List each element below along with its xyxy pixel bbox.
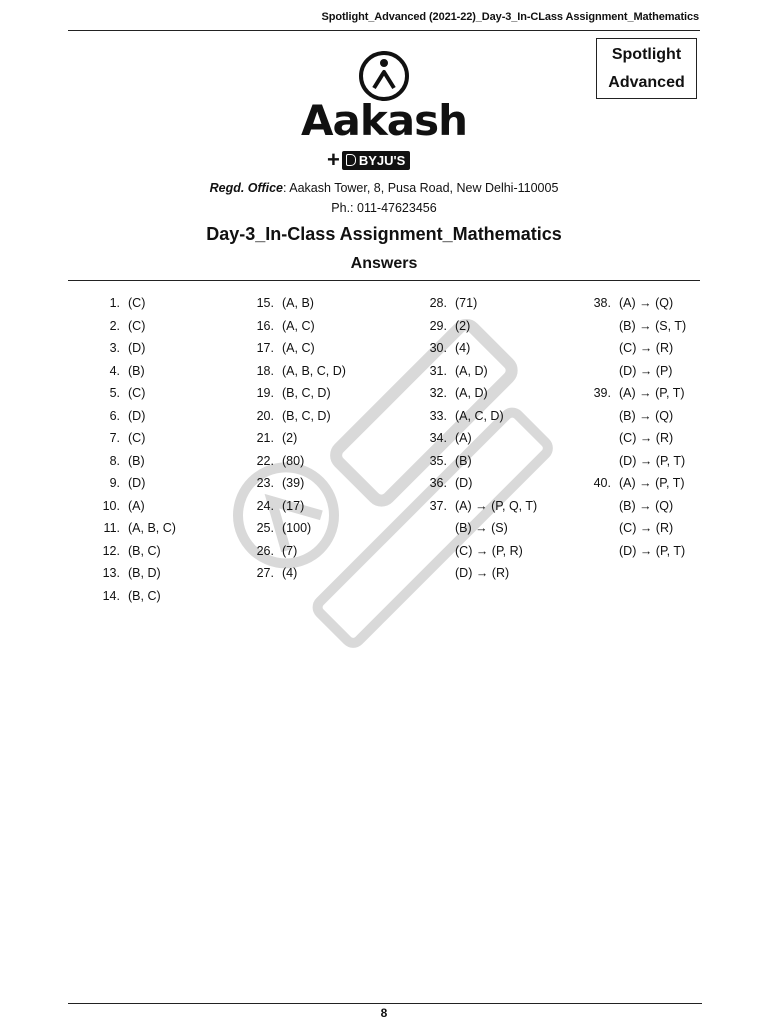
question-number: 4. <box>109 363 120 378</box>
answer-key: (B) → (S) <box>455 521 508 535</box>
question-number: 22. <box>256 453 274 468</box>
answer-key: (B) <box>128 453 145 468</box>
answer-key: (D) → (P, T) <box>619 453 686 468</box>
question-number: 6. <box>109 408 120 423</box>
question-number: 25. <box>256 521 274 535</box>
badge-line-2: Advanced <box>608 73 685 91</box>
answer-key: (D) <box>128 341 146 355</box>
answer-key: (17) <box>282 498 305 513</box>
answer-key: (A) <box>128 498 145 513</box>
answer-key: (D) → (P, T) <box>619 543 686 558</box>
answer-key: (4) <box>455 341 471 355</box>
question-number: 19. <box>256 386 274 400</box>
answer-key: (A, B, C, D) <box>282 363 346 378</box>
byjus-icon <box>346 154 356 166</box>
answer-key: (D) <box>128 408 146 423</box>
header-rule <box>68 30 700 31</box>
answer-key: (A, B) <box>282 296 314 310</box>
answer-key: (C) <box>128 386 146 400</box>
answer-key: (A, C, D) <box>455 408 504 423</box>
page-number: 8 <box>380 1006 388 1020</box>
question-number: 38. <box>593 296 611 310</box>
answer-key: (B, C, D) <box>282 386 331 400</box>
question-number: 24. <box>256 498 274 513</box>
brand-partner <box>327 149 410 171</box>
answer-key: (C) <box>128 431 146 445</box>
answer-key: (80) <box>282 453 305 468</box>
answer-key: (A, D) <box>455 363 488 378</box>
question-number: 20. <box>256 408 274 423</box>
spotlight-badge <box>596 38 697 99</box>
question-number: 10. <box>102 498 120 513</box>
answers-heading: Answers <box>350 255 418 272</box>
question-number: 14. <box>102 588 120 603</box>
question-number: 8. <box>109 453 120 468</box>
question-number: 32. <box>429 386 447 400</box>
aakash-logo-icon <box>358 50 410 102</box>
answer-key: (A, B, C) <box>128 521 176 535</box>
question-number: 13. <box>102 566 120 580</box>
question-number: 35. <box>429 453 447 468</box>
answer-key: (39) <box>282 476 305 490</box>
document-title: Day-3_In-Class Assignment_Mathematics <box>206 224 562 244</box>
answer-key: (C) → (R) <box>619 521 674 535</box>
office-address <box>0 181 768 195</box>
answer-key: (D) → (R) <box>455 566 510 580</box>
answer-key: (B, D) <box>128 566 161 580</box>
answer-key: (A, C) <box>282 341 315 355</box>
answer-key: (B) → (S, T) <box>619 318 687 333</box>
office-address-text: : Aakash Tower, 8, Pusa Road, New Delhi-110005 <box>283 181 559 195</box>
office-phone: Ph.: 011-47623456 <box>331 201 437 215</box>
footer-rule <box>68 1003 702 1004</box>
answer-key: (B) → (Q) <box>619 408 674 423</box>
running-header-title: Spotlight_Advanced (2021-22)_Day-3_In-CLass Assignment_Mathematics <box>321 11 699 23</box>
answer-key: (B, C, D) <box>282 408 331 423</box>
question-number: 36. <box>429 476 447 490</box>
question-number: 27. <box>256 566 274 580</box>
answer-key: (2) <box>455 318 471 333</box>
answer-key: (A) <box>455 431 472 445</box>
answer-key: (C) → (R) <box>619 431 674 445</box>
question-number: 33. <box>429 408 447 423</box>
question-number: 30. <box>429 341 447 355</box>
question-number: 1. <box>109 296 120 310</box>
office-label: Regd. Office <box>209 181 283 195</box>
answer-key: (B) <box>128 363 145 378</box>
answer-key: (7) <box>282 543 298 558</box>
answer-key: (C) → (R) <box>619 341 674 355</box>
answer-key: (4) <box>282 566 298 580</box>
answer-key: (C) → (P, R) <box>455 543 523 558</box>
question-number: 18. <box>256 363 274 378</box>
answer-key: (C) <box>128 296 146 310</box>
question-number: 5. <box>109 386 120 400</box>
answer-key: (D) <box>455 476 473 490</box>
question-number: 37. <box>429 498 447 513</box>
question-number: 40. <box>593 476 611 490</box>
question-number: 17. <box>256 341 274 355</box>
question-number: 31. <box>429 363 447 378</box>
answer-key: (B, C) <box>128 588 161 603</box>
question-number: 39. <box>593 386 611 400</box>
question-number: 26. <box>256 543 274 558</box>
answer-key: (D) <box>128 476 146 490</box>
question-number: 2. <box>109 318 120 333</box>
brand-plus: + <box>327 147 340 172</box>
question-number: 9. <box>109 476 120 490</box>
question-number: 28. <box>429 296 447 310</box>
question-number: 16. <box>256 318 274 333</box>
question-number: 7. <box>109 431 120 445</box>
answer-key: (B, C) <box>128 543 161 558</box>
question-number: 29. <box>429 318 447 333</box>
watermark-logo <box>170 290 600 670</box>
answers-rule <box>68 280 700 281</box>
answer-key: (A) → (P, T) <box>619 386 685 400</box>
answer-key: (A, D) <box>455 386 488 400</box>
question-number: 34. <box>429 431 447 445</box>
answer-key: (A, C) <box>282 318 315 333</box>
answer-key: (A) → (P, T) <box>619 476 685 490</box>
answer-key: (B) <box>455 453 472 468</box>
byjus-label: BYJU'S <box>358 152 406 168</box>
answer-key: (A) → (Q) <box>619 296 674 310</box>
question-number: 15. <box>256 296 274 310</box>
badge-line-1: Spotlight <box>611 45 682 63</box>
answer-key: (A) → (P, Q, T) <box>455 498 538 513</box>
answer-key: (71) <box>455 296 478 310</box>
answer-key: (2) <box>282 431 298 445</box>
question-number: 11. <box>103 521 120 535</box>
question-number: 3. <box>109 341 120 355</box>
answer-key: (100) <box>282 521 312 535</box>
question-number: 23. <box>256 476 274 490</box>
byjus-badge <box>342 151 410 170</box>
question-number: 21. <box>256 431 274 445</box>
answer-key: (D) → (P) <box>619 363 673 378</box>
answer-key: (B) → (Q) <box>619 498 674 513</box>
answer-key: (C) <box>128 318 146 333</box>
question-number: 12. <box>102 543 120 558</box>
brand-name: Aakash <box>300 96 468 145</box>
